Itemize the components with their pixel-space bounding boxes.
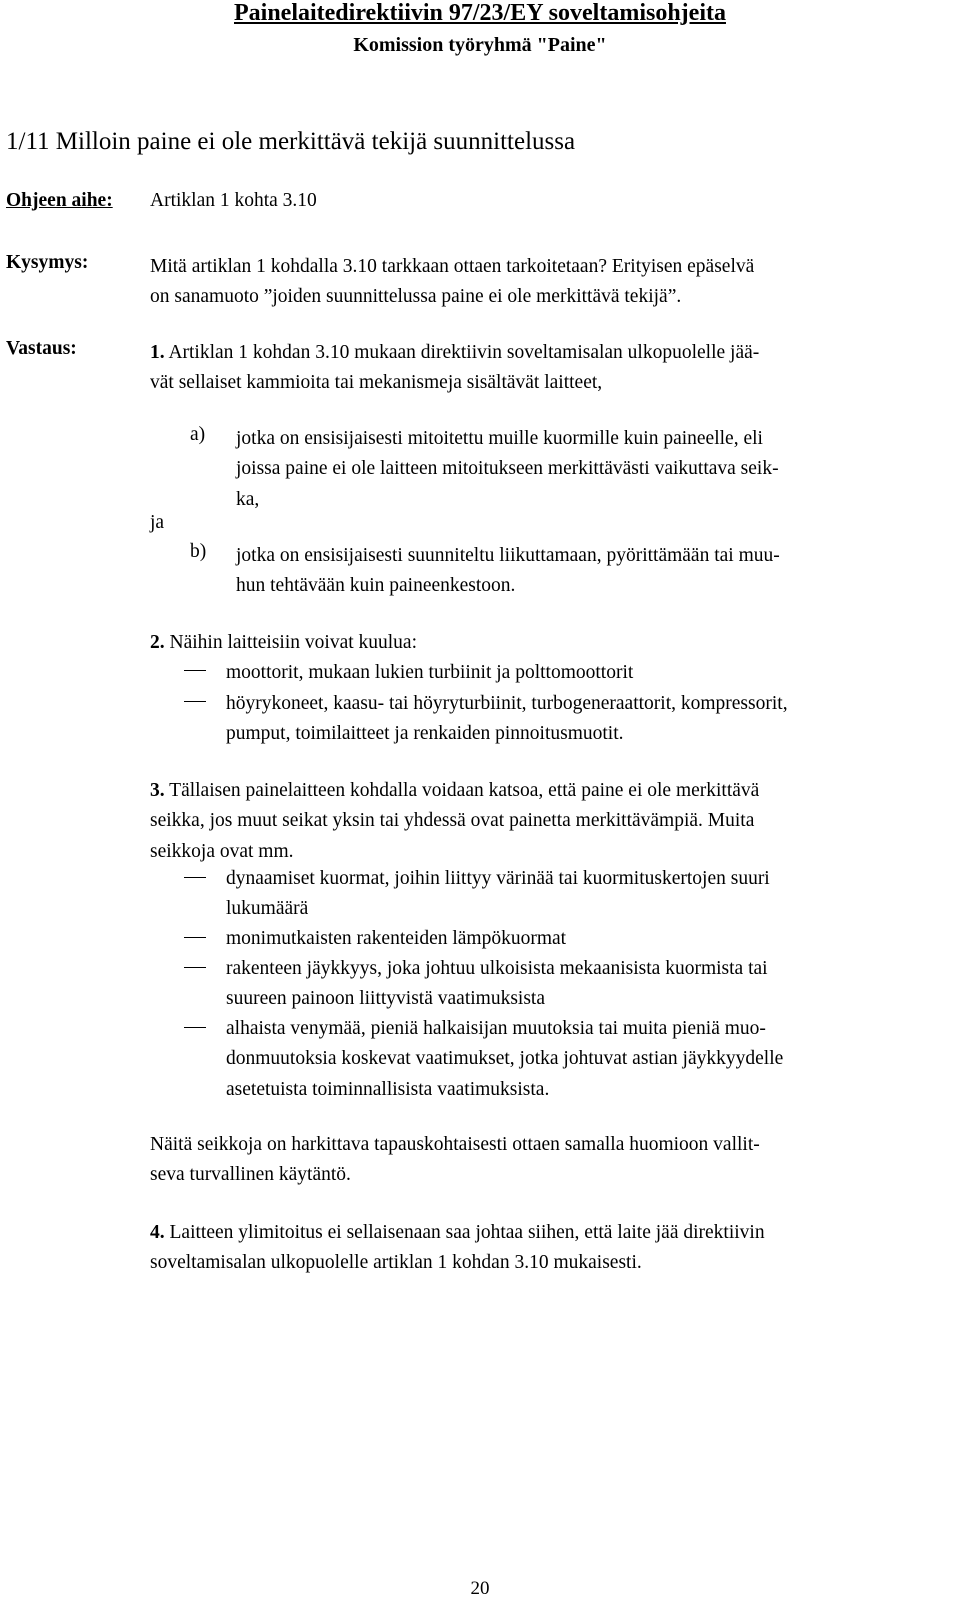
conjunction: ja xyxy=(150,512,165,533)
list-item xyxy=(226,1014,783,1105)
answer-line: Artiklan 1 kohdan 3.10 mukaan direktiivin soveltamisalan ulkopuolelle jää- xyxy=(168,342,760,363)
document-subtitle: Komission työryhmä "Paine" xyxy=(353,34,607,56)
list-item: monimutkaisten rakenteiden lämpökuormat xyxy=(226,928,567,949)
page-number: 20 xyxy=(470,1578,490,1599)
document-title: Painelaitedirektiivin 97/23/EY soveltamisohjeita xyxy=(234,0,726,26)
answer-line: Laitteen ylimitoitus ei sellaisenaan saa johtaa siihen, että laite jää direktiivin xyxy=(169,1222,765,1243)
note-line: seva turvallinen käytäntö. xyxy=(150,1164,351,1186)
item-a-line: ka, xyxy=(236,488,260,510)
answer-line: seikkoja ovat mm. xyxy=(150,840,294,862)
question-label: Kysymys: xyxy=(6,252,89,273)
note-paragraph xyxy=(150,1130,760,1191)
list-item xyxy=(226,864,770,925)
item-b-marker: b) xyxy=(190,541,207,562)
list-item-line: höyrykoneet, kaasu- tai höyryturbiinit, turbogeneraattorit, kompressorit, xyxy=(226,693,788,714)
list-item xyxy=(226,689,788,750)
item-a-text xyxy=(236,424,779,515)
list-item-line: pumput, toimilaitteet ja renkaiden pinnoitusmuotit. xyxy=(226,723,624,745)
list-item-line: rakenteen jäykkyys, joka johtuu ulkoisista mekaanisista kuormista tai xyxy=(226,958,768,979)
topic-label: Ohjeen aihe: xyxy=(6,190,113,211)
dash-bullet-icon xyxy=(184,877,206,878)
list-item-line: dynaamiset kuormat, joihin liittyy värinää tai kuormituskertojen suuri xyxy=(226,868,770,889)
dash-bullet-icon xyxy=(184,701,206,702)
list-item-line: lukumäärä xyxy=(226,898,309,920)
dash-bullet-icon xyxy=(184,937,206,938)
answer-paragraph-1 xyxy=(150,338,759,399)
item-a-marker: a) xyxy=(190,424,206,445)
section-title: 1/11 Milloin paine ei ole merkittävä tekijä suunnittelussa xyxy=(6,128,576,155)
list-item xyxy=(226,954,768,1015)
item-a-line: joissa paine ei ole laitteen mitoitukseen merkittävästi vaikuttava seik- xyxy=(236,458,779,480)
question-line: on sanamuoto ”joiden suunnittelussa paine ei ole merkittävä tekijä”. xyxy=(150,286,682,308)
dash-bullet-icon xyxy=(184,670,206,671)
note-line: Näitä seikkoja on harkittava tapauskohtaisesti ottaen samalla huomioon vallit- xyxy=(150,1134,760,1155)
list-item-line: alhaista venymää, pieniä halkaisijan muutoksia tai muita pieniä muo- xyxy=(226,1018,766,1039)
answer-line: vät sellaiset kammioita tai mekanismeja sisältävät laitteet, xyxy=(150,372,603,394)
item-b-line: jotka on ensisijaisesti suunniteltu liikuttamaan, pyörittämään tai muu- xyxy=(236,545,780,566)
answer-line: soveltamisalan ulkopuolelle artiklan 1 kohdan 3.10 mukaisesti. xyxy=(150,1252,642,1274)
list-item: moottorit, mukaan lukien turbiinit ja polttomoottorit xyxy=(226,662,634,683)
list-item-line: donmuutoksia koskevat vaatimukset, jotka johtuvat astian jäykkyydelle xyxy=(226,1048,784,1070)
question-text xyxy=(150,252,754,313)
paragraph-number: 3. xyxy=(150,780,165,801)
item-b-text xyxy=(236,541,780,602)
paragraph-intro: Näihin laitteisiin voivat kuulua: xyxy=(169,632,418,653)
item-b-line: hun tehtävään kuin paineenkestoon. xyxy=(236,575,516,597)
list-item-line: suureen painoon liittyvistä vaatimuksista xyxy=(226,988,545,1010)
paragraph-number: 1. xyxy=(150,342,165,363)
dash-bullet-icon xyxy=(184,1027,206,1028)
answer-line: seikka, jos muut seikat yksin tai yhdessä ovat painetta merkittävämpiä. Muita xyxy=(150,810,755,832)
answer-paragraph-2 xyxy=(150,628,417,658)
answer-label: Vastaus: xyxy=(6,338,77,359)
answer-paragraph-3 xyxy=(150,776,759,867)
question-line: Mitä artiklan 1 kohdalla 3.10 tarkkaan ottaen tarkoitetaan? Erityisen epäselvä xyxy=(150,256,755,277)
answer-paragraph-4 xyxy=(150,1218,765,1279)
topic-value: Artiklan 1 kohta 3.10 xyxy=(150,190,317,211)
answer-line: Tällaisen painelaitteen kohdalla voidaan katsoa, että paine ei ole merkittävä xyxy=(169,780,760,801)
paragraph-number: 4. xyxy=(150,1222,165,1243)
paragraph-number: 2. xyxy=(150,632,165,653)
item-a-line: jotka on ensisijaisesti mitoitettu muille kuormille kuin paineelle, eli xyxy=(236,428,763,449)
list-item-line: asetetuista toiminnallisista vaatimuksista. xyxy=(226,1078,550,1100)
dash-bullet-icon xyxy=(184,967,206,968)
